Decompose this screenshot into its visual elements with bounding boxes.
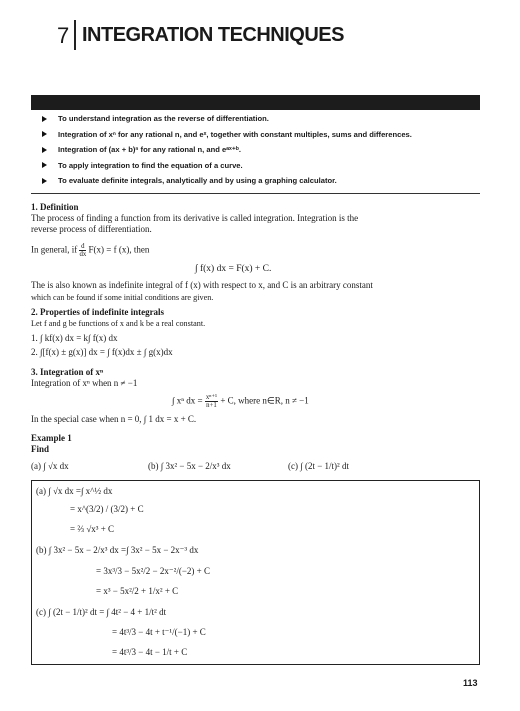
indefinite-integral-note-cont: which can be found if some initial conditions are given. (31, 293, 214, 302)
page-number: 113 (463, 678, 478, 688)
solution-a-line1: (a) ∫ √x dx =∫ x^½ dx (36, 486, 113, 496)
objectives-header-bar (31, 95, 480, 110)
solution-c-line1: (c) ∫ (2t − 1/t)² dt = ∫ 4t² − 4 + 1/t² dt (36, 607, 167, 617)
power-rule-right: + C, where n∈R, n ≠ −1 (220, 395, 309, 406)
indefinite-integral-note: The is also known as indefinite integral of f (x) with respect to x, and C is an arbitrary constant (31, 280, 373, 290)
general-statement (31, 243, 149, 258)
section-heading-definition: 1. Definition (31, 202, 79, 212)
derivative-numerator: d (81, 243, 85, 250)
definition-paragraph: The process of finding a function from its derivative is called integration. Integration is the (31, 213, 359, 223)
solution-b-line1: (b) ∫ 3x² − 5x − 2/x³ dx =∫ 3x² − 5x − 2x⁻³ dx (36, 545, 199, 555)
power-rule-denominator: n+1 (206, 402, 217, 409)
property-constant-multiple: 1. ∫ kf(x) dx = k∫ f(x) dx (31, 333, 118, 343)
general-suffix: F(x) = f (x), then (88, 244, 150, 255)
indefinite-integral-formula: ∫ f(x) dx = F(x) + C. (195, 264, 272, 274)
objectives-list (40, 113, 412, 191)
solution-b-line2: = 3x³/3 − 5x²/2 − 2x⁻²/(−2) + C (96, 566, 210, 576)
derivative-denominator: dx (79, 251, 87, 258)
chapter-number: 7 (57, 23, 70, 48)
example-part-b: (b) ∫ 3x² − 5x − 2/x³ dx (148, 461, 231, 471)
objective-item: Integration of (ax + b)ⁿ for any rational n, and eᵃˣ⁺ᵇ. (40, 144, 412, 160)
solution-a-line3: = ⅔ √x³ + C (70, 524, 115, 534)
objective-item: Integration of xⁿ for any rational n, and eˣ, together with constant multiples, sums and differences. (40, 129, 412, 145)
power-rule-numerator: xⁿ⁺¹ (205, 394, 218, 401)
property-sum-difference: 2. ∫[f(x) ± g(x)] dx = ∫ f(x)dx ± ∫ g(x)dx (31, 347, 173, 357)
general-prefix: In general, if (31, 244, 78, 255)
chapter-title: INTEGRATION TECHNIQUES (82, 24, 344, 46)
section-heading-power-rule: 3. Integration of xⁿ (31, 367, 104, 377)
power-rule-condition: Integration of xⁿ when n ≠ −1 (31, 378, 138, 388)
properties-intro: Let f and g be functions of x and k be a real constant. (31, 319, 206, 328)
example-part-a: (a) ∫ √x dx (31, 461, 69, 471)
power-rule-left: ∫ xⁿ dx = (172, 395, 203, 406)
power-rule-formula (172, 394, 309, 409)
solution-b-line3: = x³ − 5x²/2 + 1/x² + C (96, 586, 179, 596)
example-heading: Example 1 (31, 433, 72, 443)
objective-item: To understand integration as the reverse of differentiation. (40, 113, 412, 129)
example-part-c: (c) ∫ (2t − 1/t)² dt (288, 461, 349, 471)
definition-paragraph-cont: reverse process of differentiation. (31, 224, 152, 234)
section-divider (31, 193, 480, 194)
section-heading-properties: 2. Properties of indefinite integrals (31, 307, 165, 317)
solution-a-line2: = x^(3/2) / (3/2) + C (70, 504, 144, 514)
solution-c-line3: = 4t³/3 − 4t − 1/t + C (112, 647, 188, 657)
solution-c-line2: = 4t³/3 − 4t + t⁻¹/(−1) + C (112, 627, 206, 637)
objective-item: To evaluate definite integrals, analytically and by using a graphing calculator. (40, 175, 412, 191)
objective-item: To apply integration to find the equation of a curve. (40, 160, 412, 176)
power-rule-fraction (205, 394, 218, 409)
special-case: In the special case when n = 0, ∫ 1 dx = x + C. (31, 414, 197, 424)
example-find: Find (31, 444, 50, 454)
chapter-divider (74, 20, 76, 50)
derivative-fraction (79, 243, 86, 258)
